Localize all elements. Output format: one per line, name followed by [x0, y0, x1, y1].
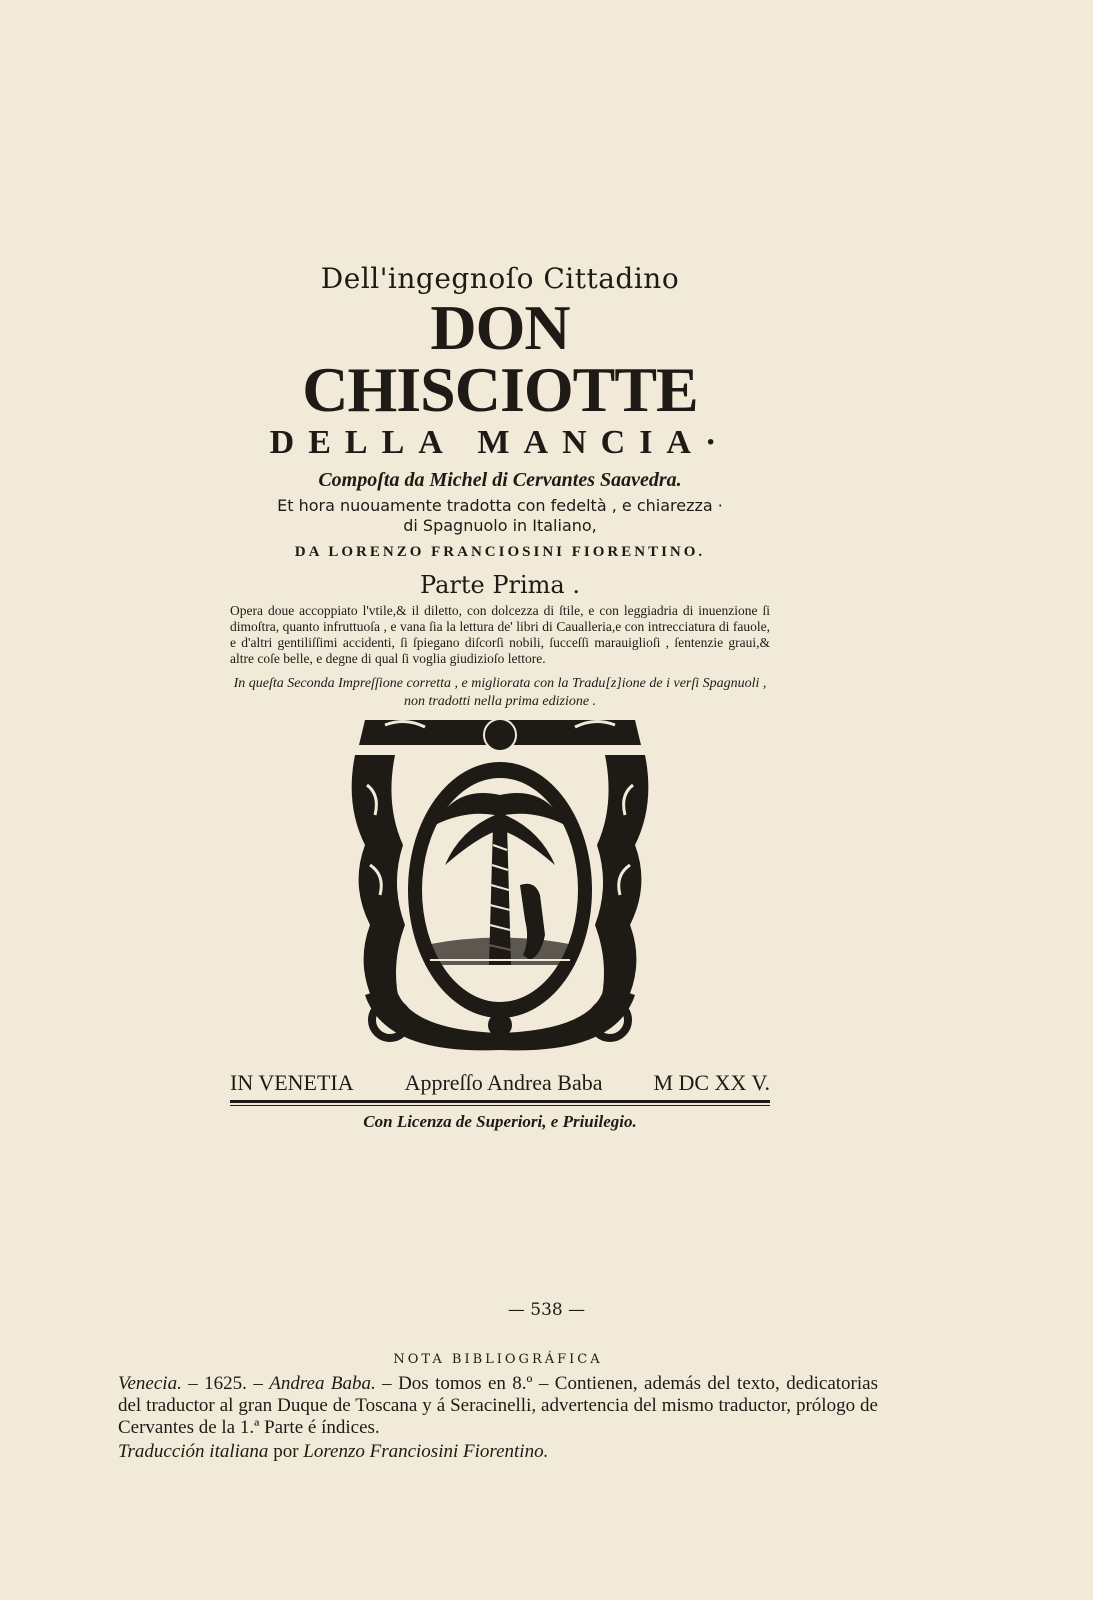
title-main: DON CHISCIOTTE [302, 292, 698, 425]
imprint-block [230, 1070, 770, 1132]
note-trad-name: Lorenzo Franciosini Fiorentino. [303, 1441, 549, 1462]
edition-note: In queſta Seconda Impreſſione corretta , e migliorata con la Tradu[z]ione de i verſi Spagnuoli , non tradotti nella prima edizione . [233, 676, 767, 709]
title-line-1: Dell'ingegnoſo Cittadino [320, 262, 680, 295]
imprint-place: IN VENETIA [230, 1070, 354, 1095]
rule-thin [230, 1105, 770, 1106]
part-title: Parte Prima . [420, 571, 580, 599]
title-line-3: DELLA MANCIA· [269, 424, 731, 461]
translation-line-a: Et hora nuouamente tradotta con fedeltà , e chiarezza · [277, 496, 723, 515]
note-trad-label: Traducción italiana [118, 1441, 269, 1462]
title-block [230, 262, 770, 711]
note-body [118, 1373, 878, 1439]
note-trad-por: por [268, 1441, 304, 1462]
translation-line-b: di Spagnuolo in Italiano, [403, 516, 597, 535]
bibliographic-note [118, 1352, 878, 1463]
imprint-year: M DC XX V. [653, 1070, 770, 1095]
description-paragraph: Opera doue accoppiato l'vtile,& il diletto, con dolcezza di ſtile, e con leggiadria di inuenzione ſi dimoſtra, quanto infruttuoſa , e vana ſia la lettura de' libri di Caualleria,e con intrecciatura di fauole, e d'altri gentiliſſimi accidenti, ſi ſpiegano diſcorſi nobili, ſucceſſi marauiglioſi , ſentenzie graui,& altre coſe belle, e degne di qual ſi voglia giudizioſo lettore. [230, 603, 770, 666]
note-translation [118, 1441, 878, 1463]
printer-device-woodcut [345, 715, 655, 1055]
note-text: – Dos tomos en 8.º – Contienen, además del texto, dedicatorias del traductor al gran Duque de Toscana y á Seracinelli, advertencia del mismo traductor, prólogo de Cervantes de la 1.ª Parte é índices. [118, 1373, 878, 1438]
imprint-printer: Appreſſo Andrea Baba [404, 1070, 603, 1095]
note-place: Venecia. [118, 1373, 182, 1394]
note-sep: – 1625. – [181, 1373, 270, 1394]
note-printer: Andrea Baba. [269, 1373, 376, 1394]
note-heading: NOTA BIBLIOGRÁFICA [393, 1352, 603, 1367]
imprint-line [230, 1070, 770, 1096]
translator-line: DA LORENZO FRANCIOSINI FIORENTINO. [294, 544, 706, 560]
author-line: Compoſta da Michel di Cervantes Saavedra. [318, 469, 682, 491]
rule-thick [230, 1100, 770, 1103]
license-line: Con Licenza de Superiori, e Priuilegio. [363, 1112, 637, 1131]
page-number: — 538 — [507, 1300, 586, 1320]
